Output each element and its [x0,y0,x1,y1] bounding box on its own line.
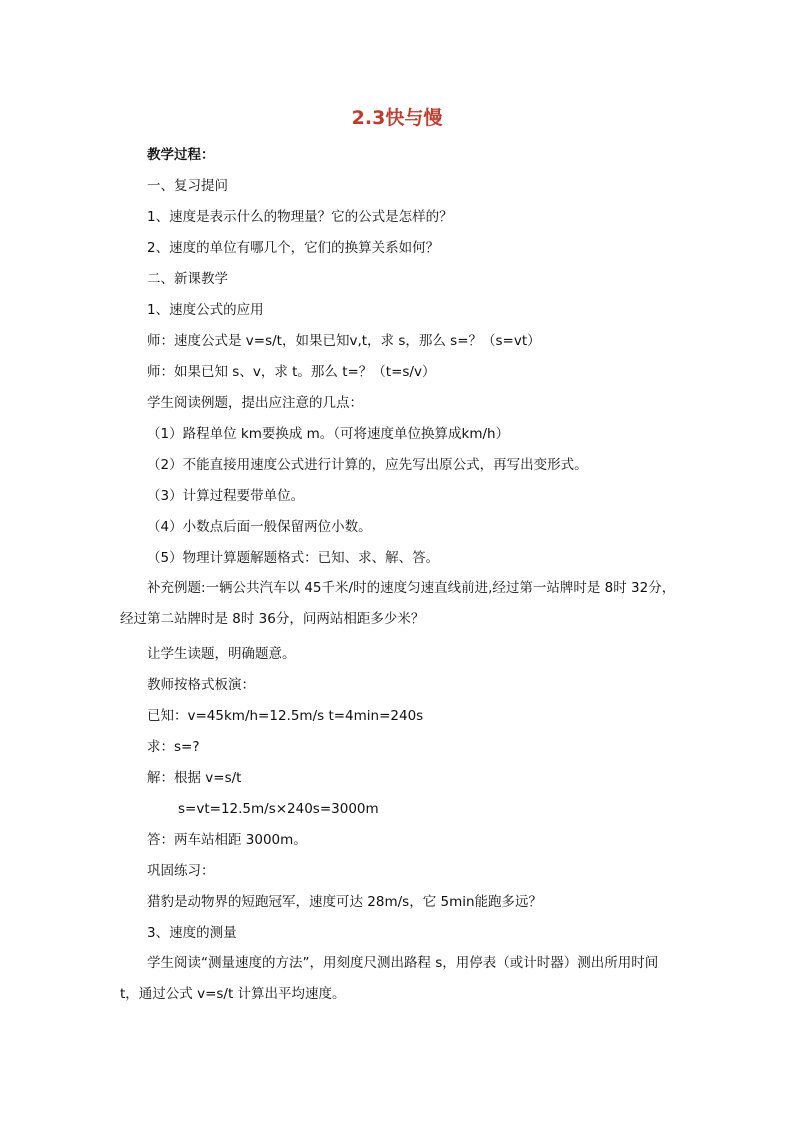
subheading-speed-measurement: 3、速度的测量 [147,925,237,941]
given-values: 已知：v=45km/h=12.5m/s t=4min=240s [147,708,424,724]
section-heading-teaching-process: 教学过程： [147,147,215,163]
note-item-5: （5）物理计算题解题格式：已知、求、解、答。 [147,550,440,566]
supplementary-example: 补充例题:一辆公共汽车以 45千米/时的速度匀速直线前进,经过第一站牌时是 8时 32分，经过第二站牌时是 8时 36分，问两站相距多少米？ [120,580,676,627]
practice-heading: 巩固练习： [147,863,215,879]
note-item-4: （4）小数点后面一般保留两位小数。 [147,519,372,535]
solution-formula: 解：根据 v=s/t [147,770,242,786]
student-reading-note: 学生阅读例题，提出应注意的几点： [147,395,363,411]
teacher-line-2: 师：如果已知 s、v，求 t。那么 t=？（t=s/v） [147,364,436,380]
answer-line: 答：两车站相距 3000m。 [147,832,307,848]
practice-question: 猎豹是动物界的短跑冠军，速度可达 28m/s，它 5min能跑多远？ [147,894,543,910]
review-question-1: 1、速度是表示什么的物理量？它的公式是怎样的？ [147,209,453,225]
section-heading-new-lesson: 二、新课教学 [147,271,228,287]
teacher-line-1: 师：速度公式是 v=s/t，如果已知v,t，求 s，那么 s=？（s=vt） [147,333,541,349]
section-heading-review: 一、复习提问 [147,178,228,194]
note-item-1: （1）路程单位 km要换成 m。（可将速度单位换算成km/h） [147,426,510,442]
review-question-2: 2、速度的单位有哪几个，它们的换算关系如何？ [147,240,440,256]
find-value: 求：s=? [147,739,200,755]
document-title: 2.3快与慢 [351,107,443,129]
student-read-problem: 让学生读题，明确题意。 [147,646,296,662]
note-item-2: （2）不能直接用速度公式进行计算的，应先写出原公式，再写出变形式。 [147,457,588,473]
measurement-description: 学生阅读“测量速度的方法”，用刻度尺测出路程 s，用停表（或计时器）测出所用时间 t，通过公式 v=s/t 计算出平均速度。 [120,955,659,1002]
solution-calculation: s=vt=12.5m/s×240s=3000m [178,801,379,817]
teacher-board-demo: 教师按格式板演： [147,677,255,693]
note-item-3: （3）计算过程要带单位。 [147,488,305,504]
subheading-formula-application: 1、速度公式的应用 [147,302,264,318]
